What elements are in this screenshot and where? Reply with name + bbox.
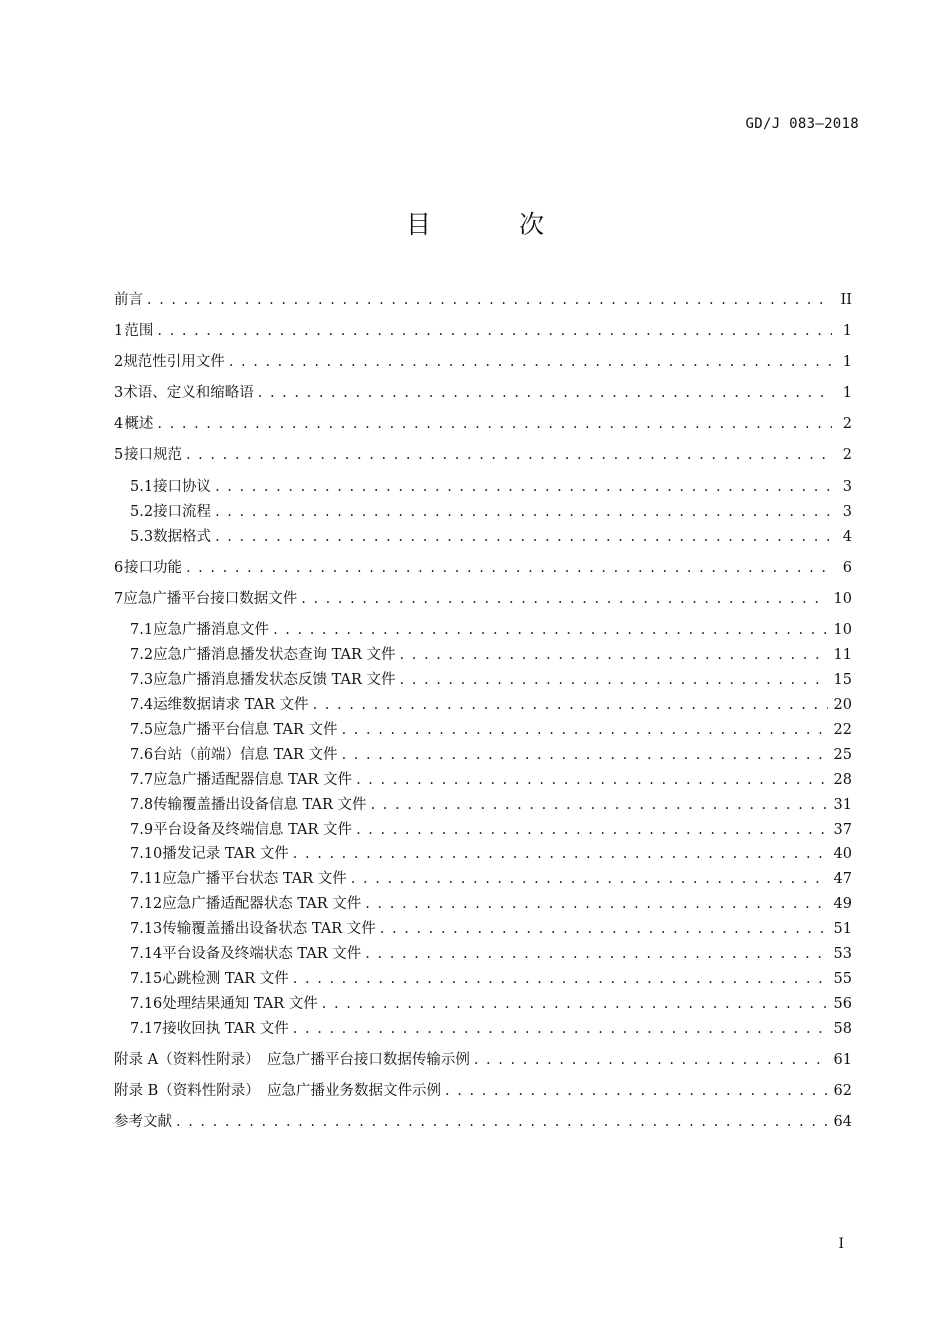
toc-entry-label: 接口规范 [123, 447, 182, 463]
toc-entry-label: 心跳检测 TAR 文件 [162, 971, 289, 987]
toc-leader-dots [474, 1052, 828, 1068]
toc-entry-label: 接口协议 [153, 479, 212, 495]
toc-entry-number: 7.1 [130, 622, 154, 638]
toc-leader-dots [186, 447, 832, 463]
toc-entry-number: 5 [114, 447, 124, 463]
toc-entry[interactable] [130, 793, 852, 815]
toc-leader-dots [365, 946, 827, 962]
toc-leader-dots [342, 747, 828, 763]
toc-entry-number: 7 [114, 591, 124, 607]
toc-entry-number: 7.6 [130, 747, 154, 763]
toc-entry[interactable] [114, 1079, 852, 1101]
toc-entry-number: 7.17 [130, 1021, 163, 1037]
toc-leader-dots [371, 797, 828, 813]
toc-entry-label: 接收回执 TAR 文件 [162, 1021, 289, 1037]
toc-entry[interactable] [114, 1048, 852, 1070]
toc-entry-number: 6 [114, 560, 124, 576]
toc-entry-page: 2 [842, 416, 852, 432]
toc-entry-page: 49 [833, 896, 852, 912]
toc-entry-label: 应急广播平台状态 TAR 文件 [162, 871, 347, 887]
toc-leader-dots [176, 1114, 828, 1130]
toc-entry-label: 范围 [124, 323, 154, 339]
toc-entry-number: 5.3 [130, 529, 154, 545]
toc-entry-page: 1 [842, 354, 852, 370]
toc-entry[interactable] [114, 319, 852, 341]
toc-entry-page: 22 [833, 722, 852, 738]
toc-entry-number: 7.12 [130, 896, 163, 912]
toc-entry-page: 1 [842, 385, 852, 401]
toc-entry-page: 3 [842, 479, 852, 495]
toc-entry-number: 4 [114, 416, 124, 432]
toc-entry-page: 40 [833, 846, 852, 862]
toc-entry-number: 7.4 [130, 697, 154, 713]
toc-entry[interactable] [130, 475, 852, 497]
toc-entry[interactable] [130, 693, 852, 715]
toc-leader-dots [147, 292, 832, 308]
toc-entry[interactable] [130, 842, 852, 864]
toc-leader-dots [229, 354, 832, 370]
page-title: 目 次 [406, 210, 584, 239]
toc-entry-label: 传输覆盖播出设备信息 TAR 文件 [153, 797, 367, 813]
toc-entry-page: 31 [833, 797, 852, 813]
toc-leader-dots [186, 560, 832, 576]
toc-entry-label: 应急广播消息播发状态查询 TAR 文件 [153, 647, 396, 663]
toc-entry-page: 6 [842, 560, 852, 576]
toc-entry-page: 4 [842, 529, 852, 545]
toc-entry-number: 7.8 [130, 797, 154, 813]
toc-entry-label: 运维数据请求 TAR 文件 [153, 697, 309, 713]
toc-entry-label: 平台设备及终端信息 TAR 文件 [153, 822, 353, 838]
toc-entry-label: 应急广播平台信息 TAR 文件 [153, 722, 338, 738]
toc-entry[interactable] [114, 587, 852, 609]
toc-entry-label: 播发记录 TAR 文件 [162, 846, 289, 862]
toc-entry-page: 2 [842, 447, 852, 463]
toc-entry-number: 7.5 [130, 722, 154, 738]
toc-leader-dots [215, 529, 832, 545]
toc-entry-page: 47 [833, 871, 852, 887]
toc-leader-dots [351, 871, 828, 887]
toc-leader-dots [273, 622, 827, 638]
toc-entry-label: 传输覆盖播出设备状态 TAR 文件 [162, 921, 376, 937]
toc-entry-page: 20 [833, 697, 852, 713]
toc-entry-label: 台站（前端）信息 TAR 文件 [153, 747, 338, 763]
toc-entry-page: 10 [833, 591, 852, 607]
toc-entry[interactable] [114, 1110, 852, 1132]
toc-entry-page: 53 [833, 946, 852, 962]
toc-leader-dots [293, 846, 828, 862]
toc-entry-label: 应急广播适配器状态 TAR 文件 [162, 896, 362, 912]
toc-entry[interactable] [130, 743, 852, 765]
toc-entry-label: 规范性引用文件 [123, 354, 225, 370]
toc-entry-page: 64 [833, 1114, 852, 1130]
toc-entry-label: 前言 [114, 292, 143, 308]
toc-entry[interactable] [130, 618, 852, 640]
toc-leader-dots [400, 672, 828, 688]
toc-entry[interactable] [114, 556, 852, 578]
toc-leader-dots [313, 697, 828, 713]
toc-entry[interactable] [130, 718, 852, 740]
toc-leader-dots [400, 647, 828, 663]
toc-entry-label: 概述 [124, 416, 154, 432]
toc-entry[interactable] [130, 1017, 852, 1039]
toc-leader-dots [356, 772, 827, 788]
toc-entry-label: 参考文献 [114, 1114, 172, 1130]
toc-entry-number: 7.7 [130, 772, 154, 788]
toc-leader-dots [445, 1083, 828, 1099]
toc-entry-page: 1 [842, 323, 852, 339]
toc-entry-label: 术语、定义和缩略语 [123, 385, 254, 401]
toc-entry-number: 7.14 [130, 946, 163, 962]
toc-leader-dots [342, 722, 828, 738]
toc-entry-number: 7.3 [130, 672, 154, 688]
toc-leader-dots [380, 921, 828, 937]
toc-entry[interactable] [114, 381, 852, 403]
toc-entry-label: 附录 A（资料性附录） 应急广播平台接口数据传输示例 [114, 1052, 470, 1068]
toc-leader-dots [293, 1021, 828, 1037]
toc-entry-number: 5.2 [130, 504, 154, 520]
toc-entry[interactable] [130, 500, 852, 522]
toc-entry-label: 应急广播消息播发状态反馈 TAR 文件 [153, 672, 396, 688]
toc-entry-label: 应急广播平台接口数据文件 [123, 591, 298, 607]
toc-entry-label: 处理结果通知 TAR 文件 [162, 996, 318, 1012]
toc-entry-number: 7.11 [130, 871, 163, 887]
toc-entry-label: 接口流程 [153, 504, 212, 520]
toc-entry[interactable] [130, 643, 852, 665]
toc-entry[interactable] [130, 942, 852, 964]
toc-entry-number: 7.15 [130, 971, 163, 987]
toc-entry[interactable] [130, 768, 852, 790]
toc-leader-dots [322, 996, 828, 1012]
toc-entry-label: 接口功能 [123, 560, 182, 576]
toc-entry[interactable] [114, 288, 852, 310]
standard-number: GD/J 083—2018 [745, 116, 859, 132]
toc-entry[interactable] [130, 917, 852, 939]
toc-entry-page: 62 [833, 1083, 852, 1099]
toc-entry-page: 11 [833, 647, 852, 663]
toc-entry-number: 5.1 [130, 479, 154, 495]
toc-entry[interactable] [114, 443, 852, 465]
toc-leader-dots [293, 971, 828, 987]
toc-entry-number: 3 [114, 385, 124, 401]
toc-leader-dots [258, 385, 832, 401]
toc-entry[interactable] [130, 867, 852, 889]
toc-entry-page: 3 [842, 504, 852, 520]
toc-entry-label: 平台设备及终端状态 TAR 文件 [162, 946, 362, 962]
page-number: I [838, 1236, 844, 1252]
toc-leader-dots [215, 504, 832, 520]
toc-entry[interactable] [130, 818, 852, 840]
toc-entry-page: II [840, 292, 852, 308]
toc-entry-page: 28 [833, 772, 852, 788]
toc-entry-number: 7.16 [130, 996, 163, 1012]
toc-entry-page: 61 [833, 1052, 852, 1068]
toc-leader-dots [157, 323, 832, 339]
toc-entry-page: 37 [833, 822, 852, 838]
toc-entry-page: 58 [833, 1021, 852, 1037]
toc-entry-page: 10 [833, 622, 852, 638]
toc-entry-page: 56 [833, 996, 852, 1012]
toc-entry-page: 55 [833, 971, 852, 987]
toc-entry[interactable] [130, 967, 852, 989]
toc-entry-label: 数据格式 [153, 529, 212, 545]
toc-entry-label: 应急广播适配器信息 TAR 文件 [153, 772, 353, 788]
toc-entry[interactable] [130, 892, 852, 914]
toc-leader-dots [215, 479, 832, 495]
toc-entry-label: 附录 B（资料性附录） 应急广播业务数据文件示例 [114, 1083, 442, 1099]
toc-entry-number: 1 [114, 323, 124, 339]
toc-entry-page: 25 [833, 747, 852, 763]
toc-entry-number: 7.10 [130, 846, 163, 862]
toc-leader-dots [301, 591, 827, 607]
toc-leader-dots [356, 822, 827, 838]
toc-entry[interactable] [130, 668, 852, 690]
toc-entry-number: 7.9 [130, 822, 154, 838]
toc-entry-number: 7.13 [130, 921, 163, 937]
toc-leader-dots [157, 416, 832, 432]
toc-entry-number: 7.2 [130, 647, 154, 663]
toc-entry[interactable] [114, 412, 852, 434]
toc-leader-dots [365, 896, 827, 912]
toc-entry-number: 2 [114, 354, 124, 370]
toc-entry[interactable] [130, 525, 852, 547]
toc-entry-label: 应急广播消息文件 [153, 622, 270, 638]
toc-entry-page: 15 [833, 672, 852, 688]
toc-entry[interactable] [130, 992, 852, 1014]
toc-entry-page: 51 [833, 921, 852, 937]
toc-entry[interactable] [114, 350, 852, 372]
